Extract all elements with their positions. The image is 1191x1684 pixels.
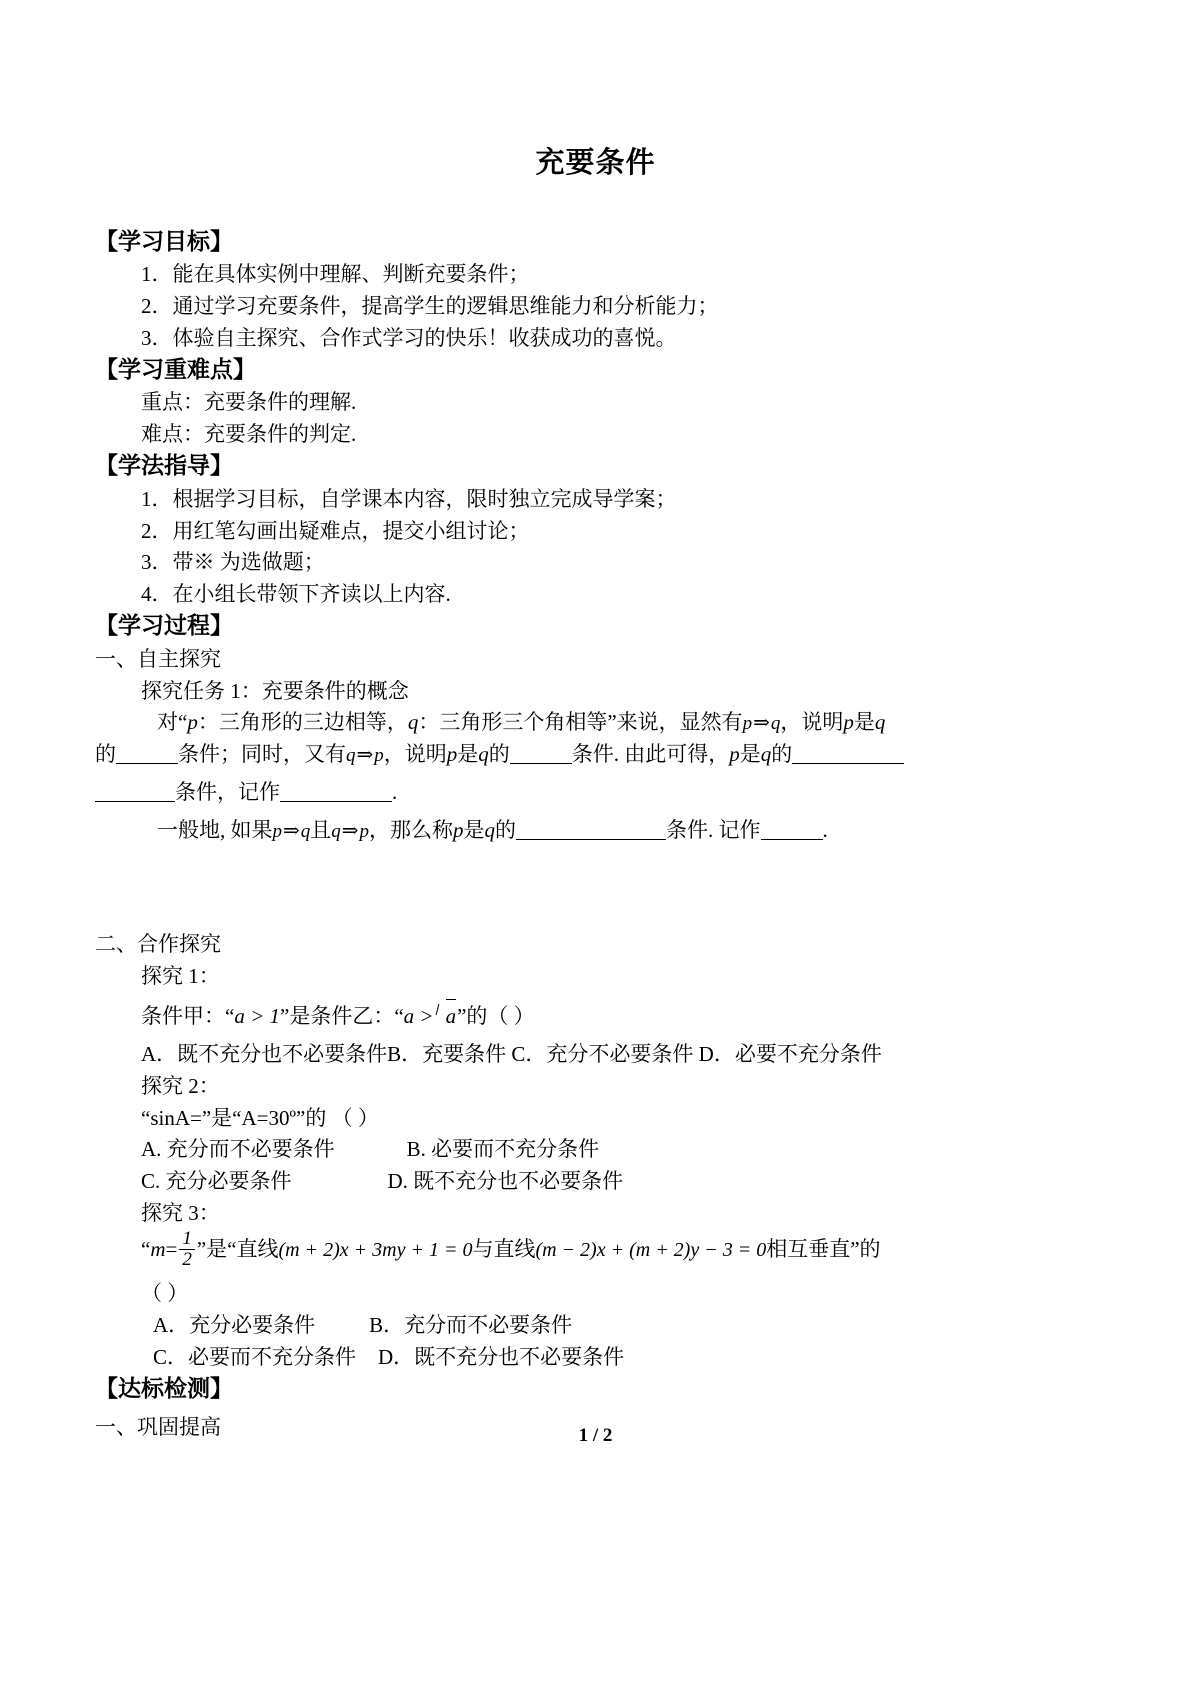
symbol-q: q [346,745,356,767]
symbol-q: q [874,710,886,735]
general-seg2: 且 [310,818,332,843]
check-part-one: 一、巩固提高 [95,1414,221,1439]
symbol-q: q [484,818,496,843]
explore2-options-row1 [95,1134,1111,1166]
explore3-question [95,1227,1111,1272]
symbol-p: p [742,713,753,735]
concept-seg12: 是 [739,742,761,767]
concept-seg8: ，说明 [383,742,447,767]
sqrt-radicand: a [446,999,457,1033]
section-heading-check: 【达标检测】 [95,1375,233,1402]
general-definition-line [95,815,1111,847]
symbol-q: q [478,742,489,767]
explore3-option-c: C．必要而不充分条件 [153,1344,357,1369]
expression-a-gt-1: a > 1 [234,1003,280,1028]
method-item: 1．根据学习目标，自学课本内容，限时独立完成导学案； [141,486,677,511]
objective-item: 2．通过学习充要条件，提高学生的逻辑思维能力和分析能力； [141,294,719,319]
concept-seg6: 的 [95,742,116,767]
concept-seg3: ：三角形三个角相等”来说，显然有 [418,710,743,735]
concept-seg13: 的 [771,742,793,767]
general-seg7: . [822,818,828,843]
explore3-options-row2 [95,1342,1111,1374]
fill-blank[interactable] [116,763,178,764]
concept-seg10: 的 [488,742,510,767]
implies-icon: ⇒ [341,820,359,843]
explore3-quote-open: “ [141,1237,151,1262]
objective-item: 1．能在具体实例中理解、判断充要条件； [141,262,530,287]
fraction-denominator: 2 [179,1249,195,1270]
page-title: 充要条件 [535,145,656,179]
explore2-option-d: D. 既不充分也不必要条件 [387,1169,624,1194]
symbol-p: p [359,821,370,843]
fraction-numerator: 1 [182,1227,192,1249]
difficult-point-item: 难点：充要条件的判定. [141,422,357,447]
explore3-option-d: D．既不充分也不必要条件 [378,1344,625,1369]
symbol-p: p [729,742,740,767]
explore3-mid3: 相互垂直”的 [766,1237,881,1262]
method-item: 2．用红笔勾画出疑难点，提交小组讨论； [141,518,530,543]
general-seg3: ，那么称 [369,818,454,843]
fill-blank[interactable] [280,801,392,802]
concept-seg11: 条件. 由此可得， [571,742,730,767]
symbol-p: p [187,710,198,735]
key-point-item: 重点：充要条件的理解. [141,390,357,415]
general-seg6: 条件. 记作 [666,818,761,843]
concept-seg4: ，说明 [780,710,844,735]
explore2-option-a: A. 充分而不必要条件 [141,1137,335,1162]
concept-seg15: . [392,780,398,805]
objective-item: 3．体验自主探究、合作式学习的快乐！收获成功的喜悦。 [141,326,677,351]
sqrt-icon [435,999,457,1033]
concept-paragraph-line1 [95,707,1111,739]
general-seg4: 是 [463,818,485,843]
explore3-options-row1 [95,1310,1111,1342]
explore2-label: 探究 2： [141,1073,220,1098]
symbol-p: p [843,710,854,735]
explore1-stem-b: ”是条件乙：“ [280,1003,404,1028]
document-body [95,227,1111,1444]
concept-seg5: 是 [853,710,875,735]
explore2-option-c: C. 充分必要条件 [141,1169,292,1194]
explore1-options: A．既不充分也不必要条件B．充要条件 C．充分不必要条件 D．必要不充分条件 [141,1041,882,1066]
section-heading-method-guide: 【学法指导】 [95,453,233,480]
implies-icon: ⇒ [283,820,300,843]
process-part-two: 二、合作探究 [95,932,221,957]
explore3-mid1: ”是“直线 [196,1237,279,1262]
task1-title: 探究任务 1：充要条件的概念 [141,678,409,703]
symbol-m: m [150,1237,166,1262]
general-seg5: 的 [495,818,517,843]
explore1-stem-c: ”的（ ） [457,1003,535,1028]
equals-sign: = [165,1237,178,1262]
section-heading-objectives: 【学习目标】 [95,229,233,255]
concept-paragraph-line3 [95,777,1111,809]
symbol-p: p [453,818,464,843]
explore1-question [95,999,1111,1033]
explore3-label: 探究 3： [141,1201,220,1226]
method-item: 4．在小组长带领下齐读以上内容. [141,582,451,607]
symbol-q: q [300,821,311,843]
line-equation-2: (m − 2)x + (m + 2)y − 3 = 0 [535,1239,767,1262]
expression-a-gt: a > [403,1003,434,1028]
fill-blank[interactable] [95,801,175,802]
explore3-answer-paren: （ ） [141,1280,189,1305]
concept-seg14: 条件，记作 [175,780,280,805]
explore3-mid2: 与直线 [472,1237,536,1262]
symbol-q: q [331,821,341,843]
line-equation-1: (m + 2)x + 3my + 1 = 0 [278,1239,473,1262]
concept-seg9: 是 [457,742,479,767]
method-item: 3．带※ 为选做题； [141,550,325,575]
symbol-p: p [272,821,282,843]
explore2-question: “sinA=”是“A=30º”的 （ ） [141,1105,379,1130]
symbol-q: q [760,742,772,767]
concept-paragraph-line2 [95,739,1111,771]
symbol-q: q [770,713,781,735]
fraction-one-half [179,1229,195,1270]
fill-blank[interactable] [510,763,572,764]
concept-seg7: 条件；同时，又有 [178,742,346,767]
explore2-options-row2 [95,1166,1111,1198]
explore1-stem-a: 条件甲：“ [141,1003,235,1028]
fill-blank[interactable] [516,839,666,840]
explore3-option-b: B．充分而不必要条件 [369,1312,573,1337]
fill-blank[interactable] [761,839,823,840]
section-heading-key-difficult: 【学习重难点】 [95,357,256,384]
explore3-option-a: A．充分必要条件 [153,1312,316,1337]
section-heading-process: 【学习过程】 [95,613,233,640]
process-part-one: 一、自主探究 [95,646,221,671]
page-footer: 1 / 2 [578,1425,613,1446]
implies-icon: ⇒ [356,744,374,767]
explore1-label: 探究 1： [141,963,220,988]
fill-blank[interactable] [792,763,904,764]
symbol-p: p [446,742,458,767]
concept-seg1: 对“ [157,710,188,735]
explore2-option-b: B. 必要而不充分条件 [406,1137,600,1162]
symbol-q: q [407,710,419,735]
implies-icon: ⇒ [753,712,770,735]
concept-seg2: ：三角形的三边相等， [197,710,408,735]
general-seg1: 一般地, 如果 [157,818,273,843]
symbol-p: p [374,745,384,767]
